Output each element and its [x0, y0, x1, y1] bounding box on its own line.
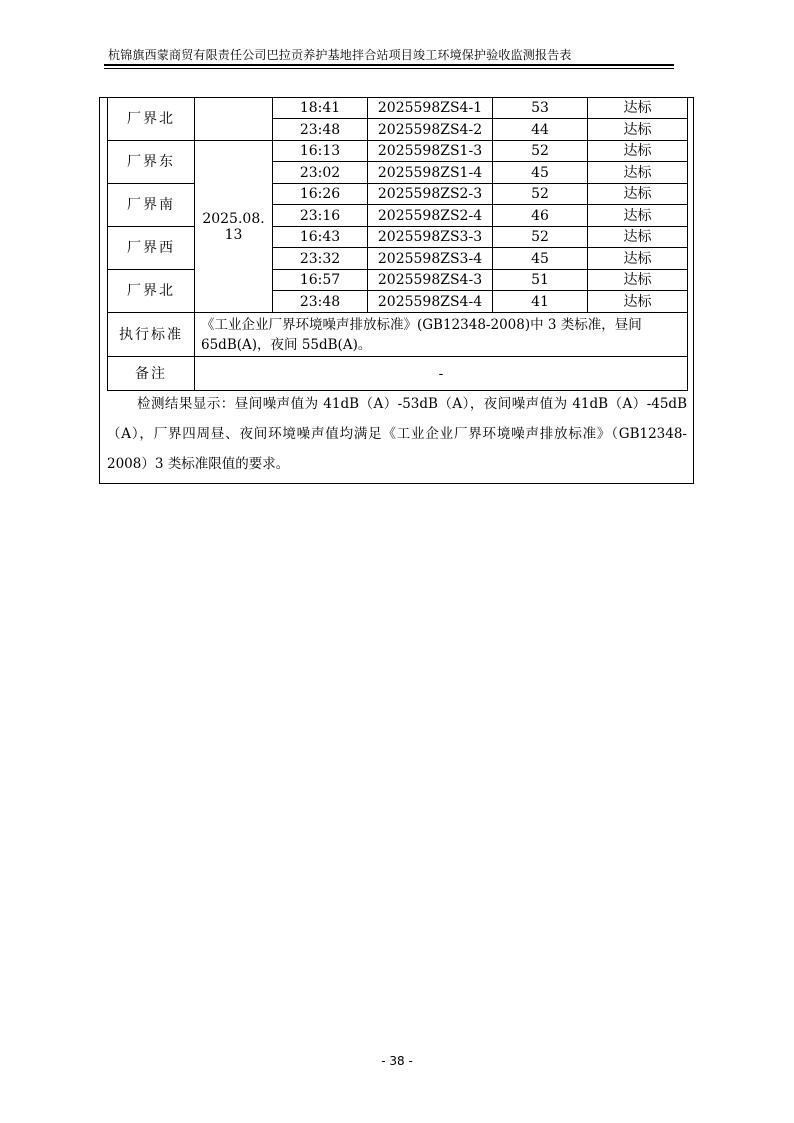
time-cell: 23:32 [273, 248, 368, 270]
sample-code-cell: 2025598ZS4-1 [368, 98, 493, 119]
sample-code-cell: 2025598ZS3-3 [368, 227, 493, 248]
remark-row [108, 357, 688, 391]
value-cell: 52 [493, 141, 588, 162]
report-header-title: 杭锦旗西蒙商贸有限责任公司巴拉贡养护基地拌合站项目竣工环境保护验收监测报告表 [108, 48, 572, 62]
time-cell: 16:43 [273, 227, 368, 248]
location-cell: 厂界北 [108, 270, 195, 313]
time-cell: 23:48 [273, 291, 368, 313]
time-cell: 23:48 [273, 119, 368, 141]
value-cell: 51 [493, 270, 588, 291]
value-cell: 52 [493, 184, 588, 205]
conclusion-paragraph: 检测结果显示：昼间噪声值为 41dB（A）-53dB（A），夜间噪声值为 41dB（A）-45dB（A），厂界四周昼、夜间环境噪声值均满足《工业企业厂界环境噪声排放标准》（GB12348-2008）3 类标准限值的要求。 [107, 396, 687, 472]
value-cell: 44 [493, 119, 588, 141]
remark-value: - [195, 357, 688, 391]
standard-text: 《工业企业厂界环境噪声排放标准》(GB12348-2008)中 3 类标准，昼间 65dB(A)，夜间 55dB(A)。 [195, 313, 688, 357]
header-rule-thick [104, 64, 674, 66]
time-cell: 23:16 [273, 205, 368, 227]
header-rule-thin [104, 68, 674, 69]
value-cell: 52 [493, 227, 588, 248]
result-cell: 达标 [588, 248, 688, 270]
value-cell: 45 [493, 248, 588, 270]
sample-code-cell: 2025598ZS1-3 [368, 141, 493, 162]
time-cell: 16:57 [273, 270, 368, 291]
location-cell: 厂界东 [108, 141, 195, 184]
result-cell: 达标 [588, 119, 688, 141]
time-cell: 23:02 [273, 162, 368, 184]
result-cell: 达标 [588, 98, 688, 119]
location-cell: 厂界北 [108, 98, 195, 141]
remark-label: 备注 [108, 357, 195, 391]
result-cell: 达标 [588, 205, 688, 227]
location-cell: 厂界西 [108, 227, 195, 270]
result-cell: 达标 [588, 141, 688, 162]
result-cell: 达标 [588, 184, 688, 205]
time-cell: 18:41 [273, 98, 368, 119]
sample-code-cell: 2025598ZS4-4 [368, 291, 493, 313]
sample-code-cell: 2025598ZS4-3 [368, 270, 493, 291]
noise-monitoring-table [107, 97, 688, 391]
value-cell: 46 [493, 205, 588, 227]
sample-code-cell: 2025598ZS2-3 [368, 184, 493, 205]
result-cell: 达标 [588, 227, 688, 248]
result-cell: 达标 [588, 291, 688, 313]
value-cell: 41 [493, 291, 588, 313]
table-row [108, 98, 688, 119]
location-cell: 厂界南 [108, 184, 195, 227]
sample-code-cell: 2025598ZS2-4 [368, 205, 493, 227]
date-cell-empty [195, 98, 273, 141]
date-cell: 2025.08.13 [195, 141, 273, 313]
value-cell: 53 [493, 98, 588, 119]
sample-code-cell: 2025598ZS1-4 [368, 162, 493, 184]
standard-row [108, 313, 688, 357]
time-cell: 16:13 [273, 141, 368, 162]
table-row [108, 141, 688, 162]
sample-code-cell: 2025598ZS3-4 [368, 248, 493, 270]
value-cell: 45 [493, 162, 588, 184]
time-cell: 16:26 [273, 184, 368, 205]
page-number: - 38 - [381, 1054, 413, 1068]
sample-code-cell: 2025598ZS4-2 [368, 119, 493, 141]
result-cell: 达标 [588, 162, 688, 184]
result-cell: 达标 [588, 270, 688, 291]
standard-label: 执行标准 [108, 313, 195, 357]
